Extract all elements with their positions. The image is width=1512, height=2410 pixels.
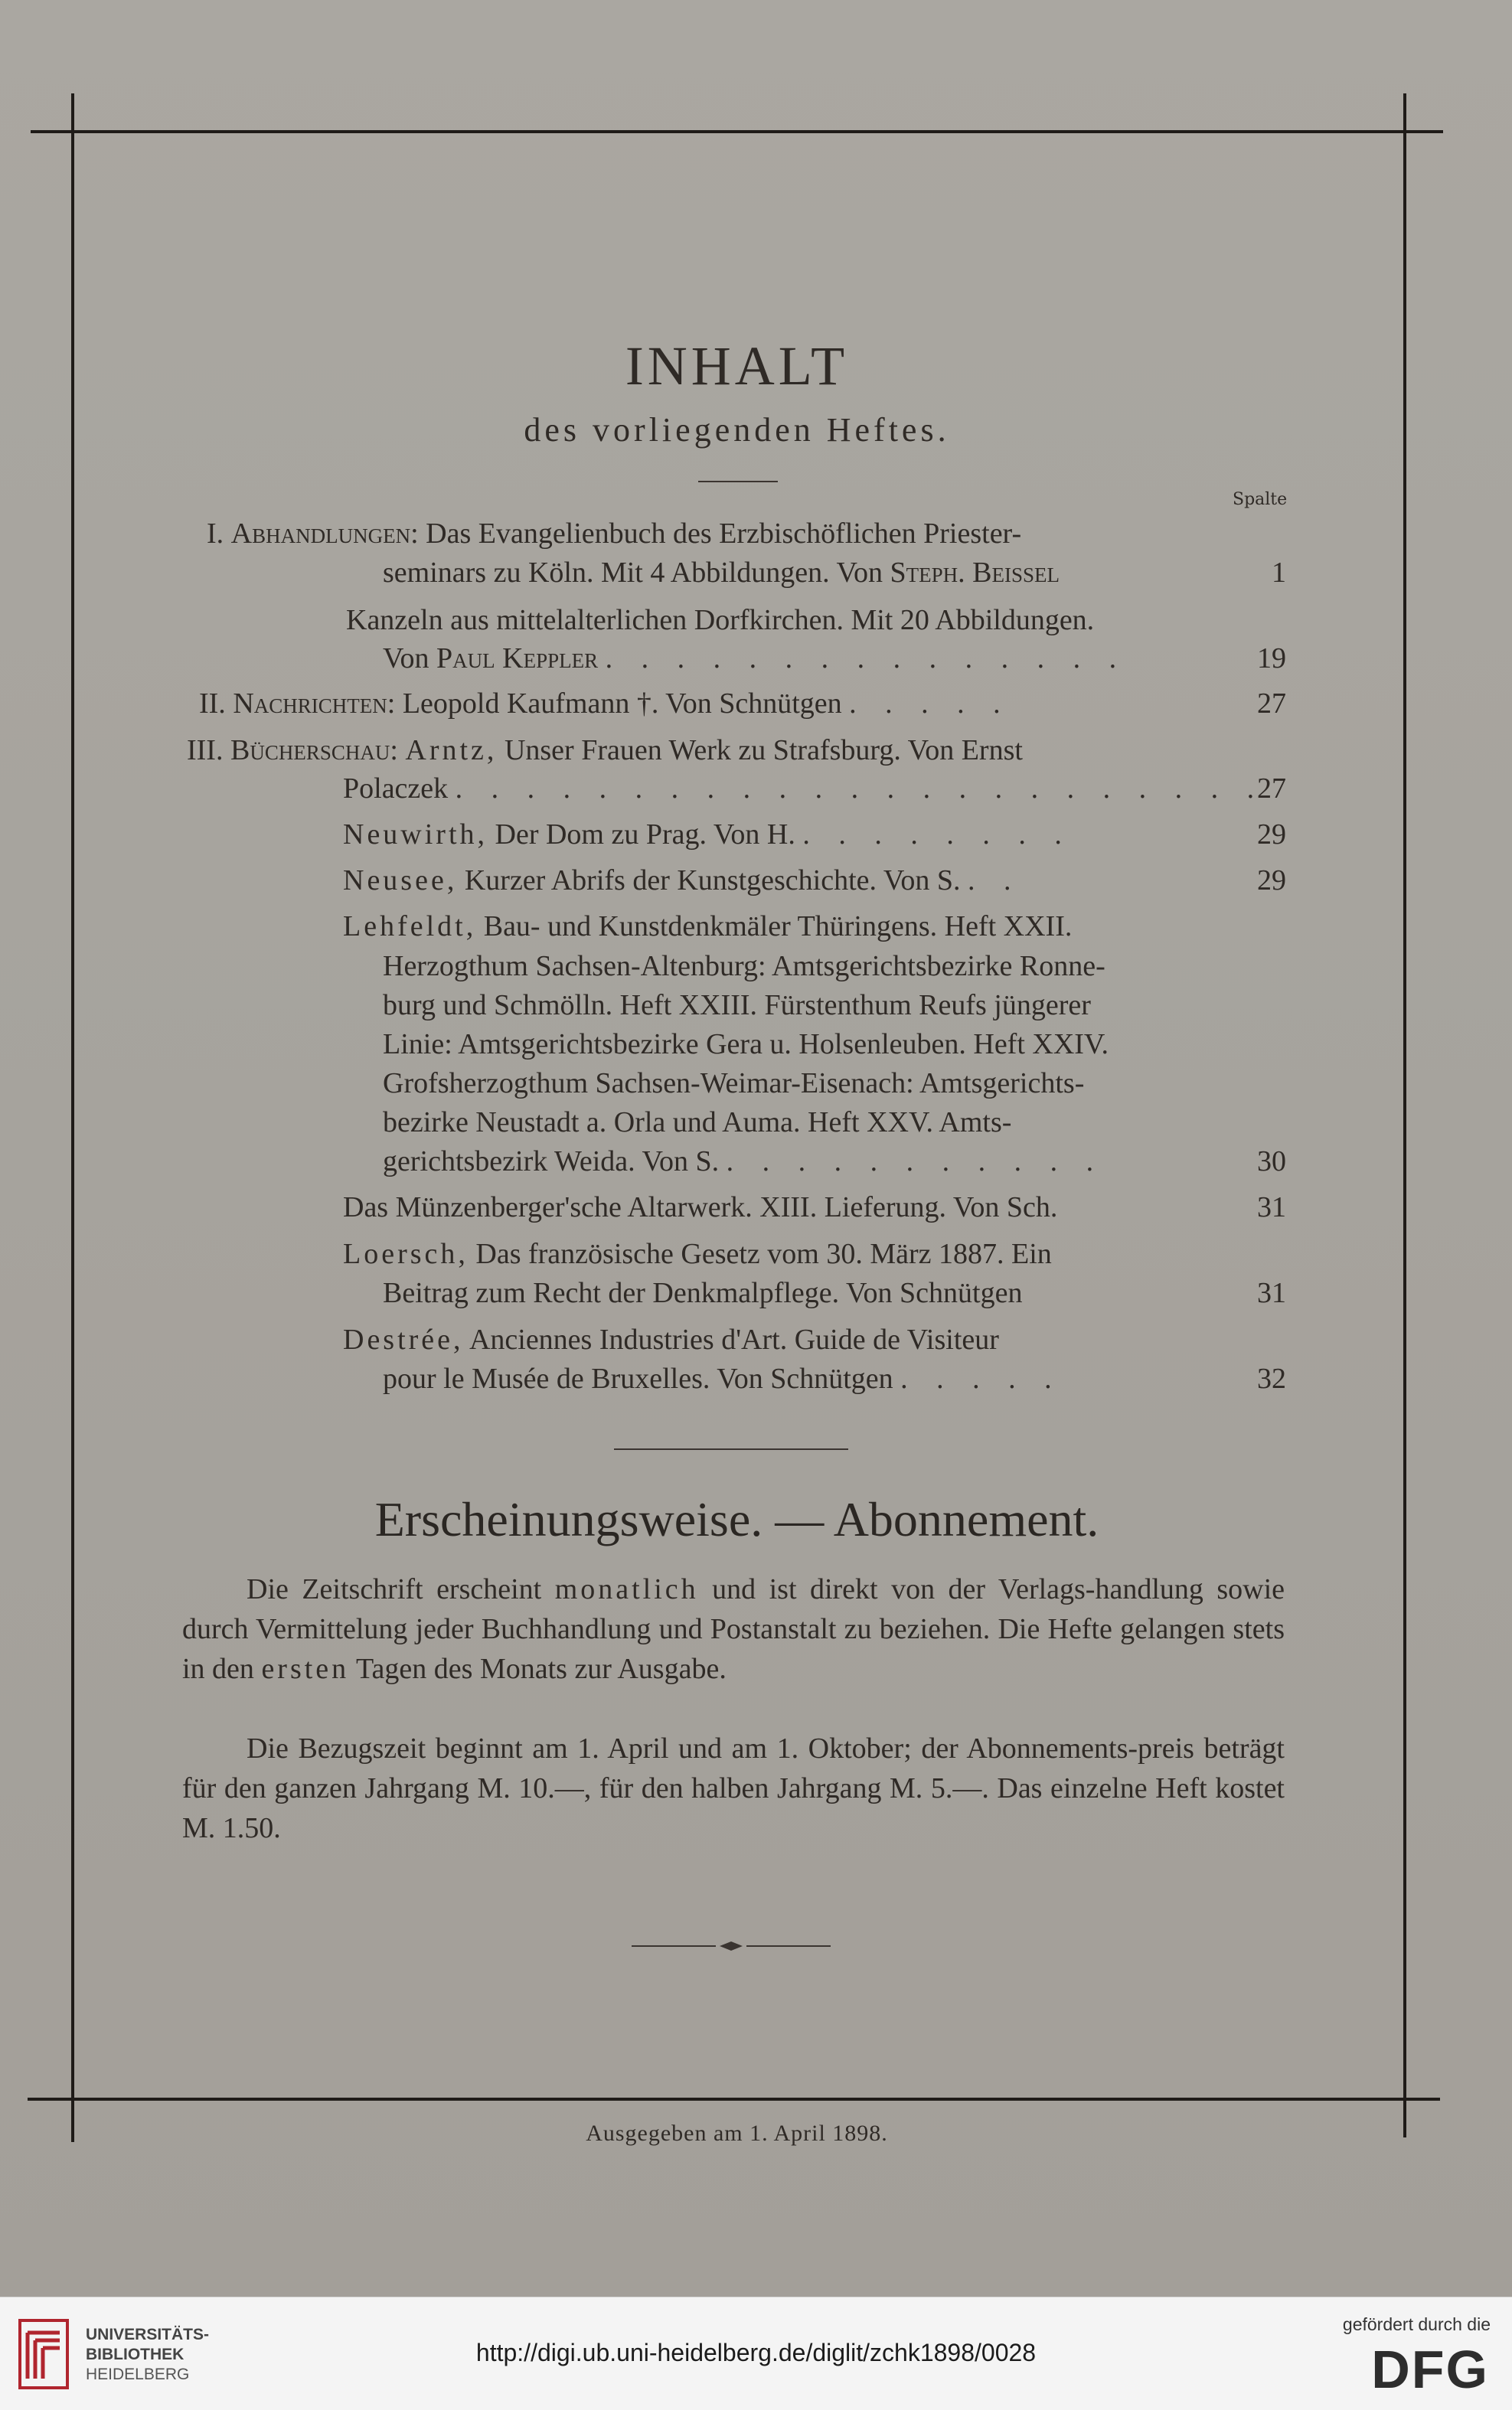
ornament-divider [632,1937,831,1955]
section-divider [614,1448,848,1450]
toc-line: Neuwirth, Der Dom zu Prag. Von H. . . . . . . . . [343,818,1073,851]
toc-line: gerichtsbezirk Weida. Von S. . . . . . . . . . . . [383,1145,1105,1177]
page-title: INHALT [625,335,849,397]
frame-bottom-rule [28,2098,1440,2101]
toc-line: III. Bücherschau: Arntz, Unser Frauen Werk zu Strafsburg. Von Ernst [187,734,1023,766]
toc-line: seminars zu Köln. Mit 4 Abbildungen. Von Steph. Beissel [383,557,1060,589]
sponsor-label: gefördert durch die [1342,2314,1491,2334]
toc-page-number: 31 [1257,1191,1286,1223]
toc-line: Linie: Amtsgerichtsbezirke Gera u. Holsenleuben. Heft XXIV. [383,1028,1109,1060]
toc-line: II. Nachrichten: Leopold Kaufmann †. Von Schnütgen . . . . . [199,687,1011,720]
toc-line: Von Paul Keppler . . . . . . . . . . . . . . . [383,642,1128,674]
toc-page-number: 27 [1257,772,1286,805]
toc-line: Destrée, Anciennes Industries d'Art. Guide de Visiteur [343,1324,999,1356]
toc-page-number: 19 [1257,642,1286,674]
toc-line: Das Münzenberger'sche Altarwerk. XIII. Lieferung. Von Sch. [343,1191,1058,1223]
section-heading: Erscheinungsweise. — Abonnement. [374,1492,1099,1546]
toc-page-number: 29 [1257,818,1286,851]
toc-line: Polaczek . . . . . . . . . . . . . . . . . . . . . . . [343,772,1265,805]
toc-line: Neusee, Kurzer Abrifs der Kunstgeschichte. Von S. . . [343,864,1022,896]
toc-page-number: 29 [1257,864,1286,896]
toc-line: pour le Musée de Bruxelles. Von Schnütgen . . . . . [383,1363,1063,1395]
toc-line: Grofsherzogthum Sachsen-Weimar-Eisenach: Amtsgerichts- [383,1067,1085,1099]
page-subtitle: des vorliegenden Heftes. [524,411,950,449]
toc-line: Herzogthum Sachsen-Altenburg: Amtsgerichtsbezirke Ronne- [383,950,1105,982]
toc-page-number: 31 [1257,1277,1286,1309]
column-label: Spalte [1233,490,1288,509]
dfg-logo: DFG [1371,2340,1489,2399]
toc-page-number: 32 [1257,1363,1286,1395]
footer-bar [0,2297,1512,2410]
toc-page-number: 27 [1257,687,1286,720]
toc-line: I. Abhandlungen: Das Evangelienbuch des Erzbischöflichen Priester- [207,518,1022,550]
source-url-link[interactable]: http://digi.ub.uni-heidelberg.de/diglit/zchk1898/0028 [475,2339,1037,2366]
subscription-paragraph-2: Die Bezugszeit beginnt am 1. April und am 1. Oktober; der Abonnements-preis beträgt für den ganzen Jahrgang M. 10.—, für den halben Jahrgang M. 5.—. Das einzelne Heft kostet M. 1.50. [182,1732,1285,1844]
toc-line: Beitrag zum Recht der Denkmalpflege. Von Schnütgen [383,1277,1023,1309]
toc-line: Loersch, Das französische Gesetz vom 30. März 1887. Ein [343,1238,1052,1270]
library-name: UNIVERSITÄTS- BIBLIOTHEK HEIDELBERG [86,2326,210,2383]
toc-page-number: 30 [1257,1145,1286,1177]
toc-line: bezirke Neustadt a. Orla und Auma. Heft XXV. Amts- [383,1106,1012,1138]
toc-page-number: 1 [1272,557,1286,589]
issue-date: Ausgegeben am 1. April 1898. [586,2121,888,2146]
toc-line: Lehfeldt, Bau- und Kunstdenkmäler Thüringens. Heft XXII. [343,910,1073,942]
toc-line: burg und Schmölln. Heft XXIII. Fürstenthum Reufs jüngerer [383,989,1091,1021]
subscription-paragraph-1: Die Zeitschrift erscheint monatlich und ist direkt von der Verlags-handlung sowie durch Vermittelung jeder Buchhandlung und Postanstalt zu beziehen. Die Hefte gelangen stets in den ersten Tagen des Monats zur Ausgabe. [182,1573,1285,1685]
toc-line: Kanzeln aus mittelalterlichen Dorfkirchen. Mit 20 Abbildungen. [346,604,1095,636]
